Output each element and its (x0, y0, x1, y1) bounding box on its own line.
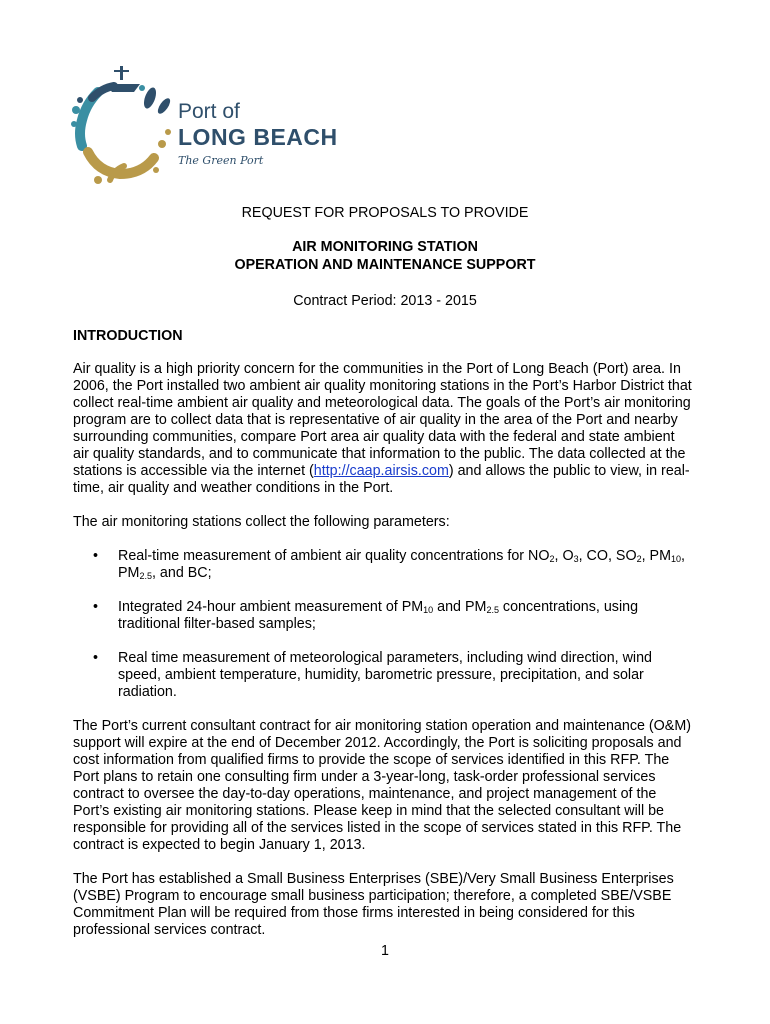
intro-p1-text-b: ) and allows the public to view, in real-time, air quality and weather conditions in the Port. (73, 463, 690, 496)
bullet2-text: Integrated 24-hour ambient measurement of PM (118, 599, 424, 615)
document-body (73, 328, 693, 956)
bullet1-text: , O (554, 548, 574, 564)
logo-wordmark (178, 100, 338, 167)
bullet2-text: concentrations, using traditional filter-based samples; (118, 599, 639, 632)
subscript: 2.5 (486, 605, 499, 615)
intro-paragraph-3: The Port’s current consultant contract for air monitoring station operation and maintenance (O&M) support will expire at the end of December 2012. Accordingly, the Port is soliciting proposals and cost information from qualified firms to provide the scope of services identified in this RFP. The Port plans to retain one consulting firm under a 3-year-long, task-order professional services contract to oversee the day-to-day operations, maintenance, and project management of the Port’s existing air monitoring stations. Please keep in mind that the selected consultant will be responsible for providing all of the services listed in the scope of services stated in this RFP. The contract is expected to begin January 1, 2013. (73, 718, 691, 853)
parameter-list (73, 548, 693, 701)
intro-p1-text-a: Air quality is a high priority concern for the communities in the Port of Long Beach (Port) area. In 2006, the Port installed two ambient air quality monitoring stations in the Port’s Harbor District that collect real-time ambient air quality and meteorological data. The goals of the Port’s air monitoring program are to collect data that is representative of air quality in the area of the Port and nearby surrounding communities, compare Port area air quality data with the federal and state ambient air quality standards, and to communicate that information to the public. The data collected at the stations is accessible via the internet ( (73, 361, 692, 479)
subscript: 2.5 (139, 571, 152, 581)
subscript: 10 (671, 554, 682, 564)
list-item: • Real time measurement of meteorological parameters, including wind direction, wind speed, ambient temperature, humidity, barometric pressure, precipitation, and solar radiation. (73, 650, 693, 701)
header-title-line2: OPERATION AND MAINTENANCE SUPPORT (234, 257, 536, 273)
intro-paragraph-1 (73, 361, 693, 497)
bullet1-text: , PM (118, 548, 685, 581)
subscript: 10 (423, 605, 434, 615)
bullet1-text: Real-time measurement of ambient air quality concentrations for NO (118, 548, 550, 564)
port-logo (68, 62, 338, 192)
subscript: 2 (636, 554, 642, 564)
bullet1-text: , CO, SO (578, 548, 637, 564)
list-item (73, 548, 693, 582)
bullet1-text: , PM (641, 548, 671, 564)
intro-paragraph-4: The Port has established a Small Business Enterprises (SBE)/Very Small Business Enterprises (VSBE) Program to encourage small business participation; therefore, a completed SBE/VSBE Commitment Plan will be required from those firms interested in being considered for this professional services contract. (73, 871, 674, 938)
header-request-line: REQUEST FOR PROPOSALS TO PROVIDE (241, 205, 529, 221)
port-emblem-icon (68, 62, 178, 192)
bullet1-text: , and BC; (151, 565, 212, 581)
intro-paragraph-2: The air monitoring stations collect the following parameters: (73, 514, 450, 530)
logo-long-beach: LONG BEACH (178, 124, 338, 150)
subscript: 3 (573, 554, 579, 564)
airsis-link[interactable]: http://caap.airsis.com (313, 463, 449, 479)
logo-tagline: The Green Port (178, 154, 264, 167)
bullet2-text: and PM (433, 599, 487, 615)
page-number: 1 (381, 943, 389, 959)
header-title-line1: AIR MONITORING STATION (292, 239, 478, 255)
section-title-introduction: INTRODUCTION (73, 328, 183, 344)
subscript: 2 (549, 554, 555, 564)
list-item (73, 599, 693, 633)
logo-port-of: Port of (178, 100, 240, 123)
contract-period: Contract Period: 2013 - 2015 (293, 293, 477, 309)
